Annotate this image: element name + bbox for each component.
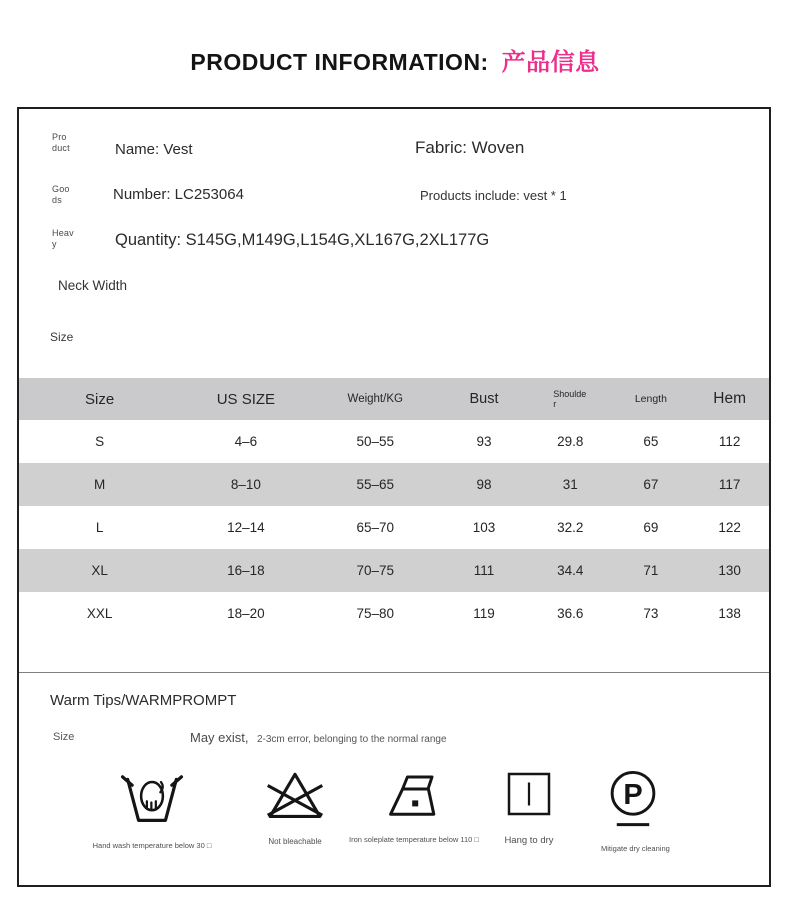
warm-tips-size-label: Size: [53, 731, 75, 743]
care-label: Hang to dry: [504, 835, 554, 846]
care-label: Mitigate dry cleaning: [601, 844, 670, 853]
col-header-hem: Hem: [713, 390, 746, 407]
product-number: Number: LC253064: [113, 186, 244, 203]
tolerance-note-secondary: 2-3cm error, belonging to the normal range: [256, 734, 447, 745]
warm-tips-heading: Warm Tips/WARMPROMPT: [50, 692, 237, 709]
col-header-shoulder: Shoulder: [553, 389, 587, 409]
section-divider: [19, 672, 769, 673]
table-row: XXL 18–20 75–80 119 36.6 73 138: [86, 606, 741, 621]
dry-clean-p-icon: [568, 769, 698, 836]
product-info-panel: [17, 107, 771, 887]
col-header-weight: Weight/KG: [347, 393, 403, 405]
table-row: L 12–14 65–70 103 32.2 69 122: [95, 520, 741, 535]
care-label: Iron soleplate temperature below 110 □: [349, 835, 479, 844]
page-title: [0, 42, 790, 77]
table-row: S 4–6 50–55 93 29.8 65 112: [95, 434, 741, 449]
tolerance-note-primary: May exist,: [190, 730, 249, 745]
tolerance-note: [190, 729, 447, 747]
col-header-bust: Bust: [469, 391, 499, 407]
col-header-length: Length: [634, 393, 667, 405]
page-title-en: PRODUCT INFORMATION:: [190, 49, 489, 75]
care-item-dry-clean: [568, 769, 698, 853]
size-chart-header-row: [19, 378, 769, 420]
neck-width-label: Neck Width: [58, 278, 128, 293]
table-row: XL 16–18 70–75 111 34.4 71 130: [19, 549, 769, 592]
product-tag: Pro duct: [52, 132, 70, 153]
page-title-zh: 产品信息: [501, 49, 600, 76]
size-section-label: Size: [50, 330, 74, 344]
care-item-hand-wash: [77, 769, 227, 850]
col-header-us-size: US SIZE: [216, 390, 276, 408]
size-chart-table: [19, 378, 769, 635]
products-include: Products include: vest * 1: [420, 188, 567, 203]
goods-tag: Goo ds: [52, 184, 70, 205]
product-name: Name: Vest: [115, 141, 193, 158]
product-fabric: Fabric: Woven: [415, 138, 525, 157]
care-label: Hand wash temperature below 30 □: [92, 841, 212, 850]
col-header-size: Size: [85, 390, 115, 408]
table-row: M 8–10 55–65 98 31 67 117: [19, 463, 769, 506]
svg-text:P: P: [623, 778, 643, 811]
heavy-tag: Heav y: [52, 228, 74, 249]
care-label: Not bleachable: [268, 837, 322, 846]
product-quantity: Quantity: S145G,M149G,L154G,XL167G,2XL177G: [115, 231, 490, 249]
hand-wash-icon: [77, 769, 227, 832]
